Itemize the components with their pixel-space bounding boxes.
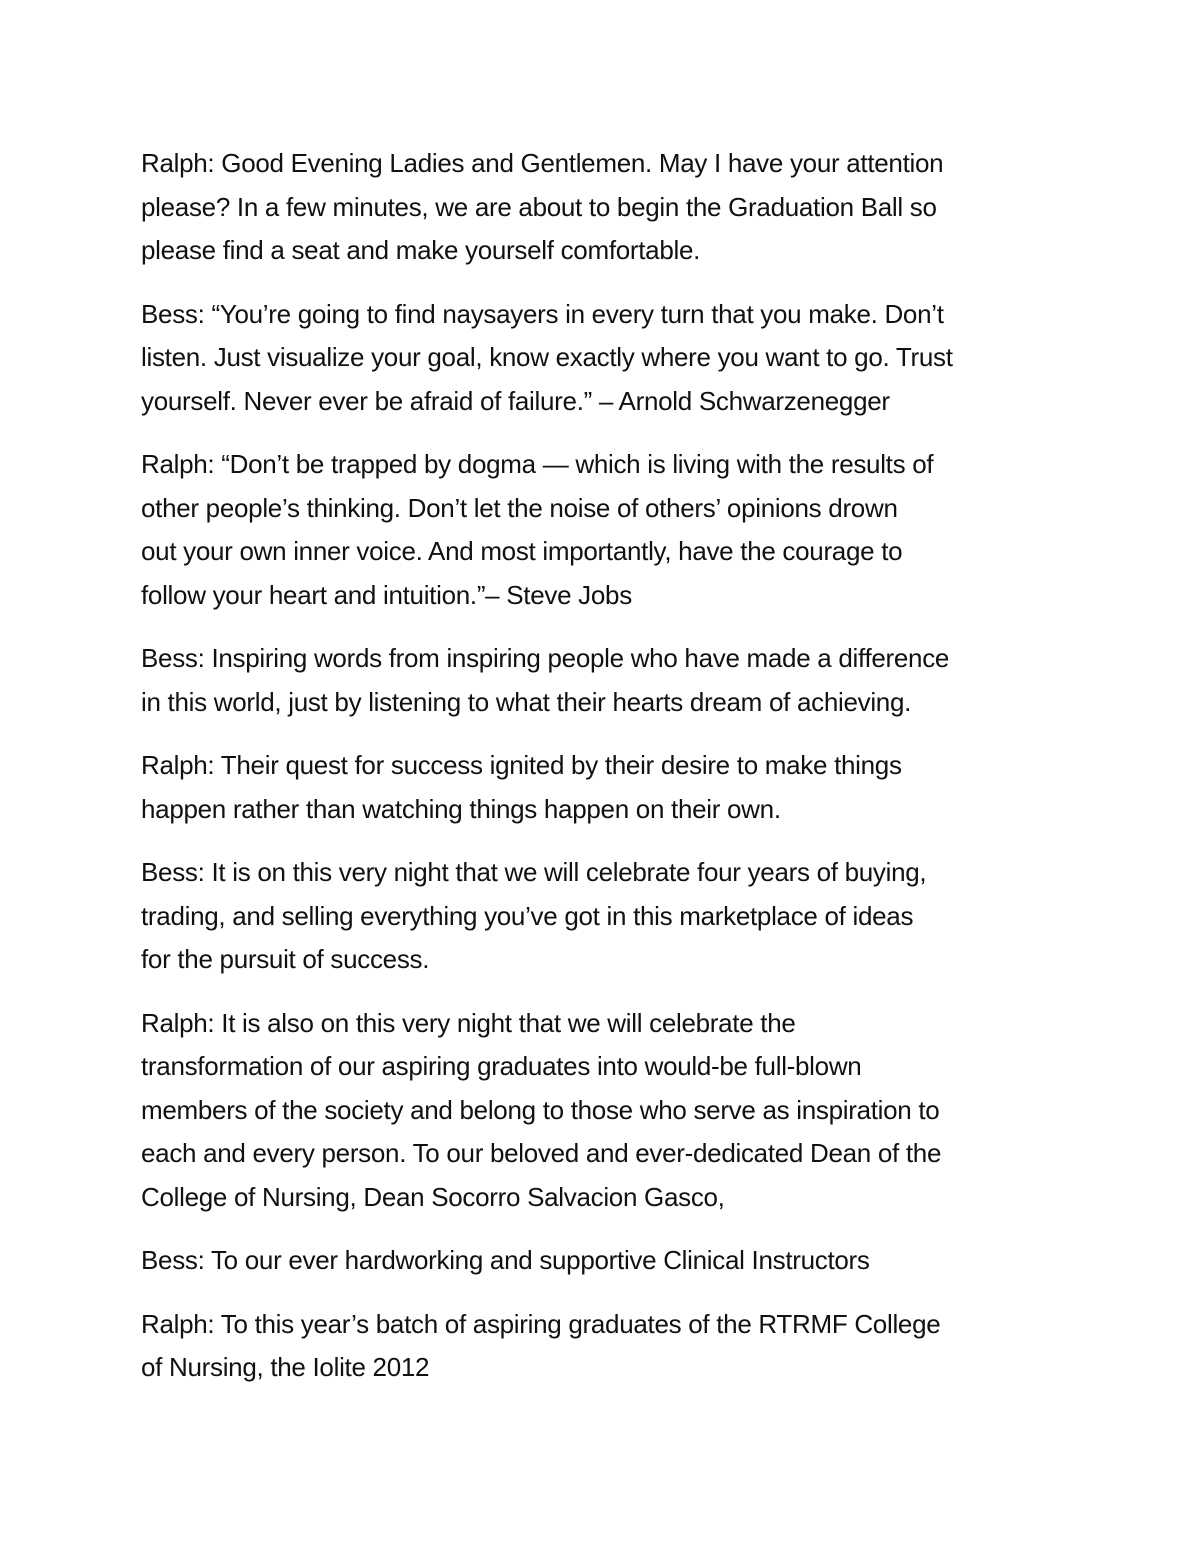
paragraph-bess-inspiring-words [141, 637, 1066, 724]
text-line: Bess: Inspiring words from inspiring people who have made a difference [141, 643, 950, 673]
text-line: Ralph: To this year’s batch of aspiring graduates of the RTRMF College [141, 1308, 941, 1339]
text-line: Bess: It is on this very night that we will celebrate four years of buying, [141, 857, 927, 887]
text-line: follow your heart and intuition.”– Steve Jobs [141, 579, 632, 610]
text-line: please? In a few minutes, we are about to begin the Graduation Ball so [141, 191, 937, 222]
text-line: of Nursing, the Iolite 2012 [141, 1352, 430, 1382]
text-line: other people’s thinking. Don’t let the noise of others’ opinions drown [141, 492, 898, 523]
text-line: Ralph: It is also on this very night that we will celebrate the [141, 1007, 796, 1038]
text-line: for the pursuit of success. [141, 944, 430, 974]
paragraph-ralph-quest [141, 744, 1066, 831]
text-line: listen. Just visualize your goal, know exactly where you want to go. Trust [141, 342, 953, 372]
text-line: out your own inner voice. And most importantly, have the courage to [141, 536, 903, 566]
paragraph-bess-schwarzenegger-quote [141, 293, 1066, 424]
paragraph-bess-instructors [141, 1239, 1066, 1283]
text-line: Ralph: “Don’t be trapped by dogma — which is living with the results of [141, 449, 934, 479]
paragraph-ralph-transformation [141, 1002, 1066, 1220]
text-line: Ralph: Good Evening Ladies and Gentlemen. May I have your attention [141, 148, 944, 178]
text-line: in this world, just by listening to what their hearts dream of achieving. [141, 686, 912, 717]
text-line: yourself. Never ever be afraid of failure.” – Arnold Schwarzenegger [141, 385, 890, 416]
paragraph-ralph-welcome [141, 142, 1066, 273]
document-body [141, 142, 1066, 1410]
text-line: each and every person. To our beloved and ever-dedicated Dean of the [141, 1138, 942, 1168]
text-line: happen rather than watching things happen on their own. [141, 793, 781, 824]
paragraph-bess-celebrate [141, 851, 1066, 982]
text-line: College of Nursing, Dean Socorro Salvacion Gasco, [141, 1181, 725, 1212]
text-line: members of the society and belong to those who serve as inspiration to [141, 1094, 940, 1125]
text-line: Bess: To our ever hardworking and supportive Clinical Instructors [141, 1245, 870, 1275]
text-line: transformation of our aspiring graduates into would-be full-blown [141, 1051, 862, 1081]
text-line: please find a seat and make yourself comfortable. [141, 235, 701, 265]
text-line: Ralph: Their quest for success ignited by their desire to make things [141, 750, 902, 780]
text-line: trading, and selling everything you’ve got in this marketplace of ideas [141, 900, 914, 931]
paragraph-ralph-jobs-quote [141, 443, 1066, 617]
text-line: Bess: “You’re going to find naysayers in every turn that you make. Don’t [141, 298, 944, 329]
paragraph-ralph-graduates [141, 1303, 1066, 1390]
